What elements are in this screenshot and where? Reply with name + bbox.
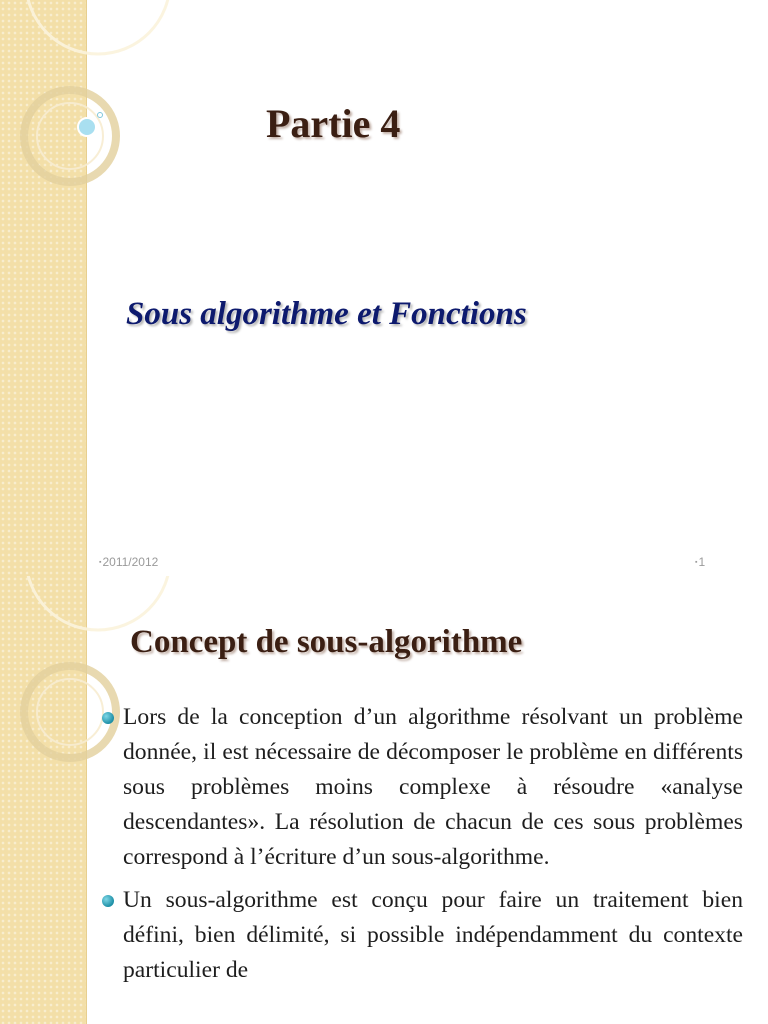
slide-2 (0, 576, 768, 1024)
bullet-item (100, 700, 743, 875)
footer-page-text: 1 (698, 555, 706, 569)
slide-title: Concept de sous-algorithme (130, 624, 523, 660)
slide-subtitle: Sous algorithme et Fonctions (126, 296, 527, 332)
bullet-text: Lors de la conception d’un algorithme résolvant un problème donnée, il est nécessaire de décomposer le problème en différents sous problèmes moins complexe à résoudre «analyse descendantes». La résolution de chacun de ces sous problèmes correspond à l’écriture d’un sous-algorithme. (123, 704, 743, 870)
bullet-item (100, 883, 743, 988)
footer-dot-icon: ▪ (99, 559, 102, 567)
footer-date-text: 2011/2012 (102, 555, 159, 569)
teal-circle-bullet-icon (102, 712, 114, 724)
footer-dot-icon: ▪ (695, 559, 698, 567)
slide-title: Partie 4 (266, 101, 401, 146)
footer-page-number (695, 555, 705, 569)
bullet-list (100, 700, 743, 996)
bullet-text: Un sous-algorithme est conçu pour faire un traitement bien défini, bien délimité, si possible indépendamment du contexte particulier de (123, 887, 743, 983)
teal-circle-bullet-icon (102, 895, 114, 907)
decorative-rings-icon (0, 0, 130, 200)
footer-date (99, 555, 158, 569)
